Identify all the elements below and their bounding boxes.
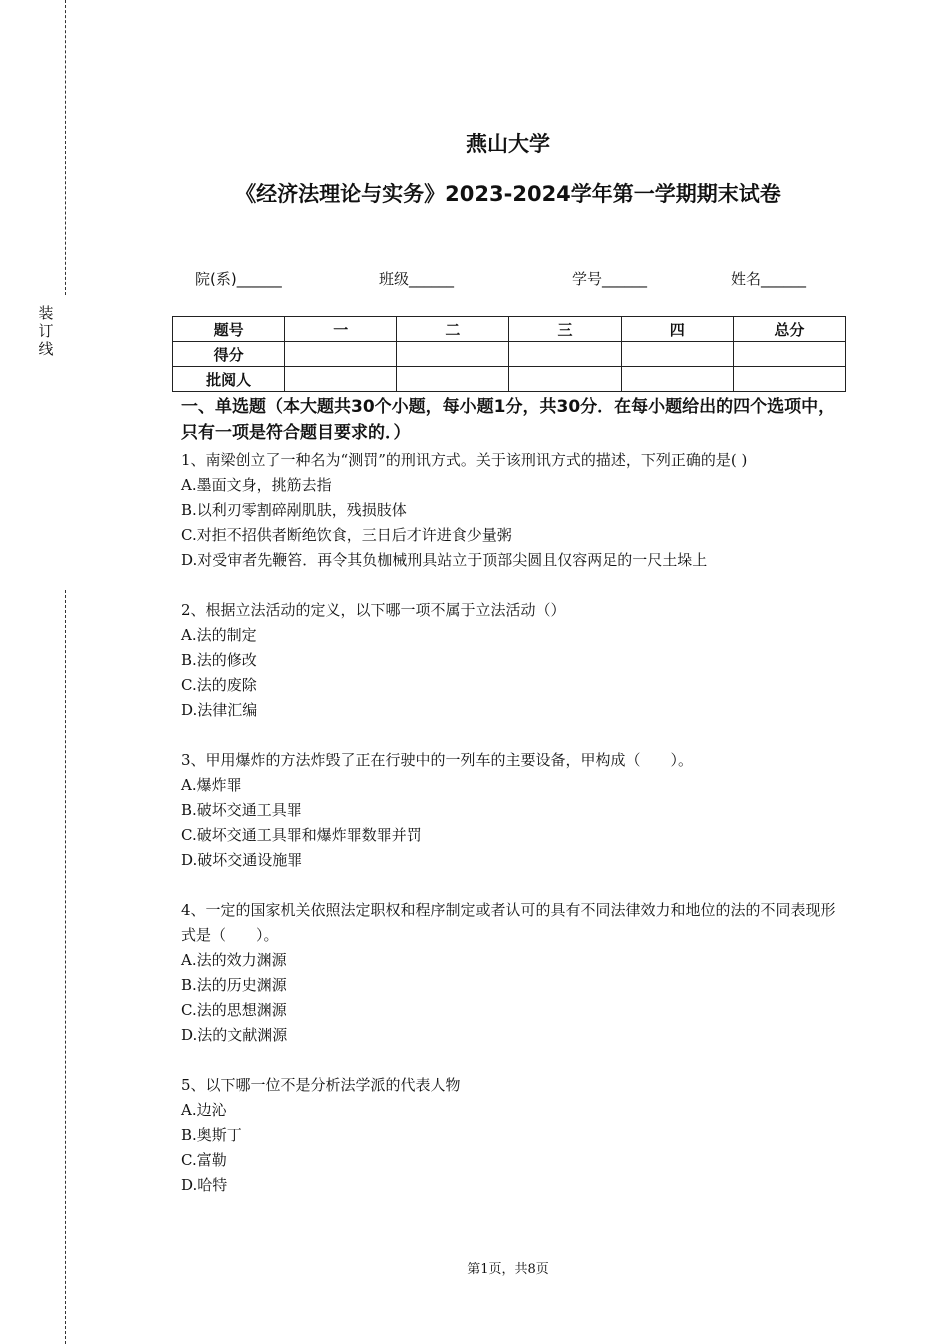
score-cell[interactable]	[509, 342, 621, 367]
score-table-header-cell: 题号	[173, 317, 285, 342]
question-stem: 1、南梁创立了一种名为“测罚”的刑讯方式。关于该刑讯方式的描述，下列正确的是( )	[181, 451, 748, 469]
question-option[interactable]: D.法的文献渊源	[181, 1026, 288, 1044]
question-2	[181, 598, 841, 723]
score-table-row	[173, 342, 846, 367]
question-option[interactable]: B.奥斯丁	[181, 1126, 242, 1144]
question-stem: 3、甲用爆炸的方法炸毁了正在行驶中的一列车的主要设备，甲构成（ ）。	[181, 751, 694, 769]
question-option[interactable]: D.哈特	[181, 1176, 228, 1194]
question-5	[181, 1073, 841, 1198]
exam-title: 《经济法理论与实务》2023-2024学年第一学期期末试卷	[235, 182, 781, 206]
question-option[interactable]: A.爆炸罪	[181, 776, 242, 794]
question-option[interactable]: D.法律汇编	[181, 701, 258, 719]
score-table	[172, 316, 846, 392]
binding-label	[37, 304, 55, 358]
score-cell[interactable]	[285, 342, 397, 367]
question-option[interactable]: C.法的废除	[181, 676, 257, 694]
question-stem: 4、一定的国家机关依照法定职权和程序制定或者认可的具有不同法律效力和地位的法的不同表现形式是（ ）。	[181, 901, 836, 944]
binding-label-char: 装	[38, 304, 54, 322]
student-id-field[interactable]: 学号______	[572, 270, 648, 288]
question-stem: 5、以下哪一位不是分析法学派的代表人物	[181, 1076, 461, 1094]
student-info-row	[0, 268, 950, 292]
question-option[interactable]: A.墨面文身，挑筋去指	[181, 476, 332, 494]
question-option[interactable]: A.边沁	[181, 1101, 227, 1119]
score-table-header-cell: 四	[621, 317, 733, 342]
binding-label-char: 订	[38, 322, 54, 340]
question-option[interactable]: D.对受审者先鞭笞．再令其负枷械刑具站立于顶部尖圆且仅容两足的一尺土垛上	[181, 551, 708, 569]
reviewer-cell[interactable]	[285, 367, 397, 392]
score-table-header-row	[173, 317, 846, 342]
reviewer-cell[interactable]	[397, 367, 509, 392]
name-field[interactable]: 姓名______	[731, 270, 807, 288]
binding-label-char: 线	[38, 340, 54, 358]
binding-dashed-line-bottom	[65, 590, 66, 1344]
score-cell[interactable]	[397, 342, 509, 367]
score-table-header-cell: 总分	[733, 317, 845, 342]
question-1	[181, 448, 841, 573]
score-cell[interactable]	[733, 342, 845, 367]
score-cell[interactable]	[621, 342, 733, 367]
question-3	[181, 748, 841, 873]
question-option[interactable]: B.法的历史渊源	[181, 976, 287, 994]
school-name: 燕山大学	[466, 132, 550, 156]
department-field[interactable]: 院(系)______	[195, 270, 282, 288]
question-stem: 2、根据立法活动的定义，以下哪一项不属于立法活动（）	[181, 601, 566, 619]
reviewer-cell[interactable]	[733, 367, 845, 392]
reviewer-cell[interactable]	[509, 367, 621, 392]
reviewer-cell[interactable]	[621, 367, 733, 392]
question-option[interactable]: D.破坏交通设施罪	[181, 851, 303, 869]
score-table-header-cell: 一	[285, 317, 397, 342]
exam-content	[181, 394, 841, 1223]
question-option[interactable]: B.破坏交通工具罪	[181, 801, 302, 819]
question-option[interactable]: B.法的修改	[181, 651, 257, 669]
question-option[interactable]: C.法的思想渊源	[181, 1001, 287, 1019]
question-option[interactable]: C.破坏交通工具罪和爆炸罪数罪并罚	[181, 826, 422, 844]
question-option[interactable]: C.对拒不招供者断绝饮食，三日后才许进食少量粥	[181, 526, 512, 544]
score-table-row-label: 得分	[173, 342, 285, 367]
score-table-header-cell: 三	[509, 317, 621, 342]
section-heading: 一、单选题（本大题共30个小题，每小题1分，共30分．在每小题给出的四个选项中，只有一项是符合题目要求的．）	[181, 397, 836, 443]
score-table-header-cell: 二	[397, 317, 509, 342]
page-number: 第1页，共8页	[467, 1262, 549, 1277]
score-table-row	[173, 367, 846, 392]
score-table-row-label: 批阅人	[173, 367, 285, 392]
question-option[interactable]: B.以利刃零割碎剐肌肤，残损肢体	[181, 501, 407, 519]
question-4	[181, 898, 841, 1048]
question-option[interactable]: A.法的制定	[181, 626, 257, 644]
question-option[interactable]: C.富勒	[181, 1151, 227, 1169]
class-field[interactable]: 班级______	[379, 270, 455, 288]
question-option[interactable]: A.法的效力渊源	[181, 951, 287, 969]
